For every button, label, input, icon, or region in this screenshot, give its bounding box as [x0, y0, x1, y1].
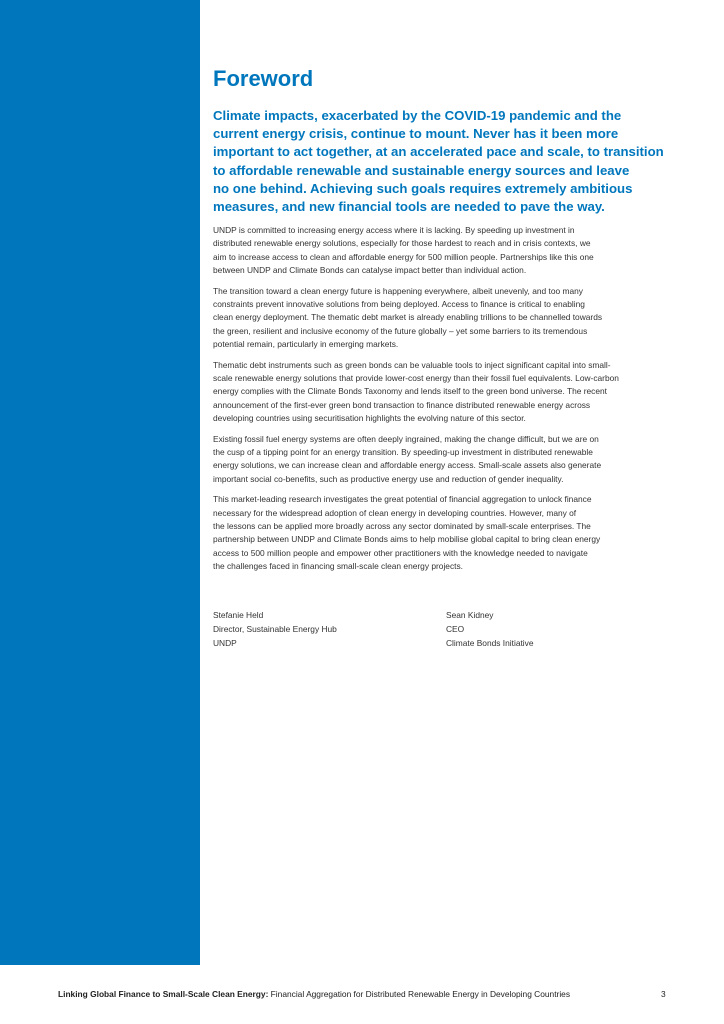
lead-line: measures, and new financial tools are needed to pave the way.: [213, 199, 605, 215]
body-paragraph: [213, 493, 673, 573]
body-line: important social co-benefits, such as productive energy use and reduction of gender inequality.: [213, 473, 564, 484]
signatory-name: Sean Kidney: [446, 610, 494, 620]
page-title: Foreword: [213, 66, 314, 91]
body-line: access to 500 million people and empower other practitioners with the knowledge needed to navigate: [213, 547, 588, 558]
signature-cbi: [446, 609, 534, 650]
body-line: aim to increase access to clean and affordable energy for 500 million people. Partnerships like this one: [213, 251, 594, 262]
body-line: Existing fossil fuel energy systems are often deeply ingrained, making the change difficult, but we are on: [213, 433, 599, 444]
body-paragraph: [213, 359, 673, 425]
signatory-org: Climate Bonds Initiative: [446, 637, 534, 648]
body-line: the green, resilient and inclusive economy of the future globally – yet some barriers to its tremendous: [213, 325, 588, 336]
body-line: announcement of the first-ever green bond transaction to finance distributed renewable energy across: [213, 399, 591, 410]
body-line: potential remain, particularly in emerging markets.: [213, 338, 399, 349]
body-line: Thematic debt instruments such as green bonds can be valuable tools to inject significant capital into small-: [213, 359, 611, 370]
footer-subtitle: Financial Aggregation for Distributed Renewable Energy in Developing Countries: [268, 989, 571, 999]
body-line: energy complies with the Climate Bonds Taxonomy and lends itself to the green bond universe. The recent: [213, 386, 608, 397]
body-text: [213, 224, 673, 581]
lead-paragraph: [213, 107, 683, 216]
body-line: partnership between UNDP and Climate Bonds aims to help mobilise global capital to bring clean energy: [213, 534, 601, 545]
lead-line: to affordable renewable and sustainable energy sources and leave: [213, 162, 630, 178]
body-line: necessary for the widespread adoption of clean energy in developing countries. However, many of: [213, 507, 577, 518]
body-paragraph: [213, 224, 673, 277]
lead-line: no one behind. Achieving such goals requires extremely ambitious: [213, 180, 633, 196]
body-line: the lessons can be applied more broadly across any sector dominated by small-scale enterprises. The: [213, 520, 591, 531]
lead-line: important to act together, at an accelerated pace and scale, to transition: [213, 144, 664, 160]
lead-line: current energy crisis, continue to mount. Never has it been more: [213, 126, 619, 142]
body-line: This market-leading research investigates the great potential of financial aggregation to unlock finance: [213, 494, 592, 505]
body-line: scale renewable energy solutions that provide lower-cost energy than their fossil fuel equivalents. Low-carbon: [213, 372, 619, 383]
body-line: clean energy deployment. The thematic debt market is already enabling trillions to be channelled towards: [213, 312, 603, 323]
page-number: 3: [661, 989, 666, 999]
body-line: energy solutions, we can increase clean and affordable energy access. Small-scale assets also generate: [213, 460, 602, 471]
side-color-bar: [0, 0, 200, 965]
body-paragraph: [213, 285, 673, 351]
signatory-role: Director, Sustainable Energy Hub: [213, 623, 337, 634]
signatory-name: Stefanie Held: [213, 610, 264, 620]
body-line: developing countries using securitisation highlights the evolving nature of this sector.: [213, 412, 526, 423]
body-paragraph: [213, 433, 673, 486]
body-line: constraints prevent innovative solutions from being deployed. Access to finance is critical to enabling: [213, 298, 585, 309]
footer-title: [58, 989, 570, 999]
signatory-org: UNDP: [213, 637, 237, 648]
signatory-role: CEO: [446, 623, 465, 634]
footer-title-bold: Linking Global Finance to Small-Scale Clean Energy:: [58, 989, 269, 999]
body-line: the challenges faced in financing small-scale clean energy projects.: [213, 560, 463, 571]
body-line: UNDP is committed to increasing energy access where it is lacking. By speeding up investment in: [213, 225, 575, 235]
body-line: distributed renewable energy solutions, especially for those hardest to reach and in crisis contexts, we: [213, 238, 591, 249]
lead-line: Climate impacts, exacerbated by the COVID-19 pandemic and the: [213, 108, 622, 123]
body-line: between UNDP and Climate Bonds can catalyse impact better than individual action.: [213, 264, 527, 275]
body-line: the cusp of a tipping point for an energy transition. By speeding-up investment in distributed renewable: [213, 446, 593, 457]
signature-undp: [213, 609, 337, 650]
body-line: The transition toward a clean energy future is happening everywhere, albeit unevenly, and too many: [213, 285, 583, 296]
